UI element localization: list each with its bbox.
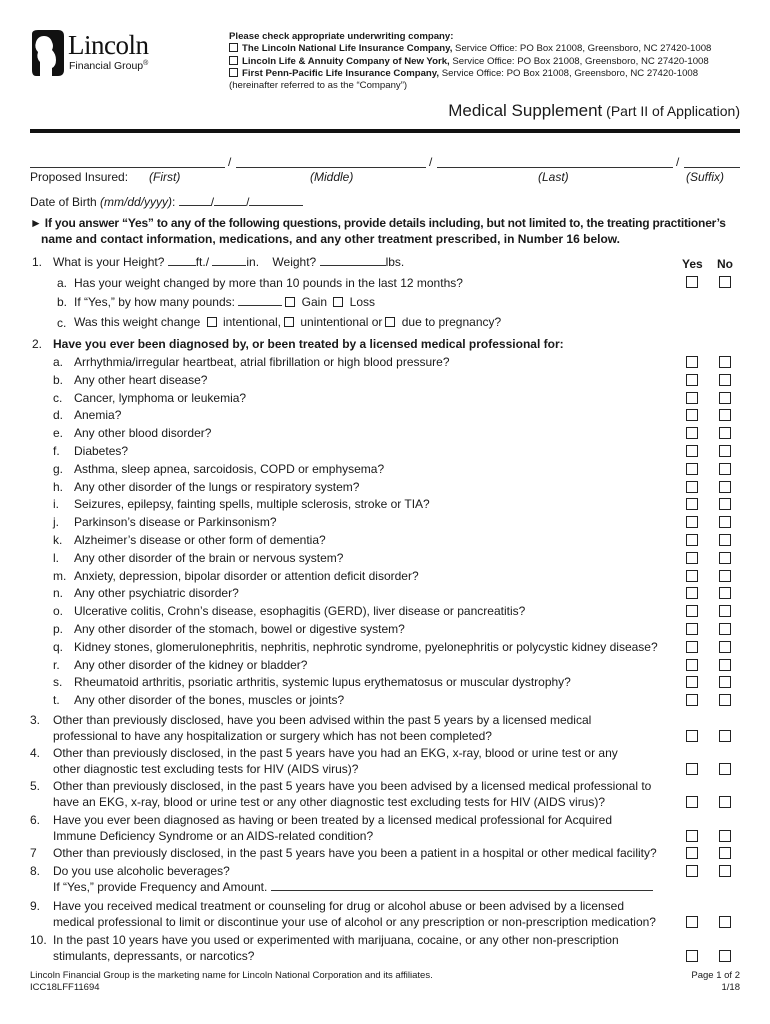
question-number: 10. xyxy=(30,933,47,947)
medical-condition-question: Any other heart disease? xyxy=(74,372,208,387)
no-checkbox[interactable] xyxy=(719,587,731,599)
yes-checkbox[interactable] xyxy=(686,498,698,510)
instruction-line-2: name and contact information, medications, and any other treatment prescribed, in Number 16 below. xyxy=(41,232,621,246)
question-text-line-1: Have you ever been diagnosed as having or been treated by a licensed medical professional for Acquired xyxy=(53,813,613,827)
question-number: 3. xyxy=(30,713,41,727)
question-text-line-1: Other than previously disclosed, in the past 5 years have you been a patient in a hospital or other medical facility? xyxy=(53,846,657,860)
yes-checkbox[interactable] xyxy=(686,445,698,457)
height-weight-row: What is your Height? ft./ in. Weight? lbs. xyxy=(53,255,405,269)
sub-letter: b. xyxy=(53,372,64,387)
dob-row: Date of Birth (mm/dd/yyyy): / / xyxy=(30,195,303,209)
yes-checkbox[interactable] xyxy=(686,847,698,859)
question-number: 2. xyxy=(32,337,43,351)
no-checkbox[interactable] xyxy=(719,830,731,842)
sub-letter: a. xyxy=(57,276,68,290)
medical-condition-question: Any other disorder of the brain or nervous system? xyxy=(74,550,344,565)
sub-letter: q. xyxy=(53,639,64,654)
medical-condition-question: Anemia? xyxy=(74,408,122,423)
form-date: 1/18 xyxy=(721,982,740,993)
medical-condition-question: Arrhythmia/irregular heartbeat, atrial fibrillation or high blood pressure? xyxy=(74,355,450,369)
company-checkbox[interactable] xyxy=(229,43,238,52)
sub-letter: n. xyxy=(53,586,64,601)
yes-checkbox[interactable] xyxy=(686,356,698,368)
page-title: Medical Supplement (Part II of Application) xyxy=(448,101,740,120)
loss-checkbox[interactable] xyxy=(333,297,343,307)
question-2-text: Have you ever been diagnosed by, or been treated by a licensed medical professional for: xyxy=(53,337,564,351)
sub-letter: h. xyxy=(53,479,64,494)
yes-checkbox[interactable] xyxy=(686,409,698,421)
separator: / xyxy=(429,155,433,169)
separator: / xyxy=(676,155,680,169)
gain-checkbox[interactable] xyxy=(285,297,295,307)
medical-condition-question: Parkinson’s disease or Parkinsonism? xyxy=(74,515,277,530)
medical-condition-question: Any other disorder of the bones, muscles or joints? xyxy=(74,693,345,708)
no-checkbox[interactable] xyxy=(719,276,731,288)
no-checkbox[interactable] xyxy=(719,498,731,510)
logo-subtitle: Financial Group® xyxy=(69,60,149,72)
yes-checkbox[interactable] xyxy=(686,623,698,635)
sub-letter: m. xyxy=(53,568,67,583)
sub-letter: j. xyxy=(53,515,59,530)
weight-change-type-row: Was this weight change intentional, unintentional or due to pregnancy? xyxy=(74,315,502,329)
no-checkbox[interactable] xyxy=(719,534,731,546)
intentional-checkbox[interactable] xyxy=(207,317,217,327)
no-checkbox[interactable] xyxy=(719,409,731,421)
yes-checkbox[interactable] xyxy=(686,830,698,842)
medical-condition-question: Alzheimer’s disease or other form of dementia? xyxy=(74,533,326,547)
no-checkbox[interactable] xyxy=(719,623,731,635)
question-text-line-2: Immune Deficiency Syndrome or an AIDS-related condition? xyxy=(53,829,374,843)
no-checkbox[interactable] xyxy=(719,796,731,808)
no-checkbox[interactable] xyxy=(719,445,731,457)
first-label: (First) xyxy=(149,170,181,184)
medical-condition-question: Ulcerative colitis, Crohn’s disease, esophagitis (GERD), liver disease or pancreatitis? xyxy=(74,604,526,619)
sub-letter: c. xyxy=(53,390,63,405)
no-checkbox[interactable] xyxy=(719,463,731,475)
medical-condition-question: Any other disorder of the lungs or respiratory system? xyxy=(74,479,360,494)
medical-condition-question: Any other blood disorder? xyxy=(74,426,212,441)
pregnancy-checkbox[interactable] xyxy=(385,317,395,327)
no-checkbox[interactable] xyxy=(719,552,731,564)
height-feet-field[interactable] xyxy=(168,255,196,266)
middle-name-field[interactable] xyxy=(236,167,426,168)
yes-checkbox[interactable] xyxy=(686,865,698,877)
sub-letter: l. xyxy=(53,550,59,565)
dob-year-field[interactable] xyxy=(249,195,303,206)
page-number: Page 1 of 2 xyxy=(691,970,740,981)
no-checkbox[interactable] xyxy=(719,392,731,404)
question-text-line-1: In the past 10 years have you used or experimented with marijuana, cocaine, or any other non-prescription xyxy=(53,933,619,947)
sub-letter: p. xyxy=(53,622,64,636)
no-checkbox[interactable] xyxy=(719,847,731,859)
no-checkbox[interactable] xyxy=(719,481,731,493)
yes-checkbox[interactable] xyxy=(686,676,698,688)
yes-checkbox[interactable] xyxy=(686,374,698,386)
medical-condition-question: Cancer, lymphoma or leukemia? xyxy=(74,390,247,405)
yes-checkbox[interactable] xyxy=(686,392,698,404)
sub-letter: r. xyxy=(53,657,60,672)
question-number: 9. xyxy=(30,899,41,913)
sub-letter: e. xyxy=(53,426,64,441)
sub-letter: t. xyxy=(53,693,60,708)
yes-checkbox[interactable] xyxy=(686,730,698,742)
question-number: 8. xyxy=(30,864,41,878)
medical-condition-question: Any other psychiatric disorder? xyxy=(74,586,239,601)
yes-checkbox[interactable] xyxy=(686,641,698,653)
sub-letter: i. xyxy=(53,497,59,512)
company-option[interactable]: First Penn-Pacific Life Insurance Company, Service Office: PO Box 21008, Greensboro, NC 27420-1008 xyxy=(229,68,769,80)
weight-field[interactable] xyxy=(320,255,386,266)
yes-checkbox[interactable] xyxy=(686,796,698,808)
no-checkbox[interactable] xyxy=(719,865,731,877)
logo-name: Lincoln xyxy=(68,30,149,60)
height-inches-field[interactable] xyxy=(212,255,246,266)
question-number: 6. xyxy=(30,813,41,827)
dob-month-field[interactable] xyxy=(179,195,211,206)
yes-checkbox[interactable] xyxy=(686,587,698,599)
sub-letter: a. xyxy=(53,355,64,369)
question-text-line-2: other diagnostic test excluding tests for HIV (AIDS virus)? xyxy=(53,762,359,776)
no-checkbox[interactable] xyxy=(719,570,731,582)
no-checkbox[interactable] xyxy=(719,730,731,742)
question-text-line-1: Have you received medical treatment or counseling for drug or alcohol abuse or been advised by a licensed xyxy=(53,899,624,913)
company-checkbox[interactable] xyxy=(229,68,238,77)
no-checkbox[interactable] xyxy=(719,676,731,688)
yes-checkbox[interactable] xyxy=(686,694,698,706)
yes-column-header: Yes xyxy=(682,257,703,271)
medical-condition-question: Asthma, sleep apnea, sarcoidosis, COPD or emphysema? xyxy=(74,461,385,476)
no-checkbox[interactable] xyxy=(719,694,731,706)
sub-letter: o. xyxy=(53,604,64,619)
yes-checkbox[interactable] xyxy=(686,763,698,775)
unintentional-checkbox[interactable] xyxy=(284,317,294,327)
question-text-line-2: professional to have any hospitalization or surgery which has not been completed? xyxy=(53,729,492,743)
no-checkbox[interactable] xyxy=(719,950,731,962)
medical-condition-question: Diabetes? xyxy=(74,444,129,458)
yes-checkbox[interactable] xyxy=(686,481,698,493)
footer-right xyxy=(691,970,740,994)
question-text-line-1: Other than previously disclosed, in the past 5 years have you been advised by a licensed medical professional to xyxy=(53,779,652,793)
question-text-line-1: Other than previously disclosed, in the past 5 years have you had an EKG, x-ray, blood or urine test or any xyxy=(53,746,618,760)
yes-checkbox[interactable] xyxy=(686,463,698,475)
weight-pounds-row: If “Yes,” by how many pounds: Gain Loss xyxy=(74,295,376,309)
question-text-line-1: Do you use alcoholic beverages? xyxy=(53,864,230,878)
question-number: 1. xyxy=(32,255,43,269)
yes-checkbox[interactable] xyxy=(686,659,698,671)
instruction-line-1: ► If you answer “Yes” to any of the following questions, provide details including, but not limited to, the treating practitioner’s xyxy=(30,216,726,230)
medical-condition-question: Kidney stones, glomerulonephritis, nephritis, nephrotic syndrome, pyelonephritis or polycystic kidney disease? xyxy=(74,639,658,654)
sub-letter: k. xyxy=(53,533,63,547)
footer-disclaimer: Lincoln Financial Group is the marketing name for Lincoln National Corporation and its affiliates. xyxy=(30,970,433,981)
yes-checkbox[interactable] xyxy=(686,916,698,928)
medical-condition-question: Any other disorder of the kidney or bladder? xyxy=(74,657,308,672)
frequency-amount-field[interactable] xyxy=(271,880,653,891)
sub-letter: s. xyxy=(53,675,63,690)
no-checkbox[interactable] xyxy=(719,763,731,775)
yes-checkbox[interactable] xyxy=(686,570,698,582)
company-option[interactable]: The Lincoln National Life Insurance Company, Service Office: PO Box 21008, Greensboro, NC 27420-1008 xyxy=(229,43,769,55)
title-divider xyxy=(30,129,740,133)
company-checkbox[interactable] xyxy=(229,56,238,65)
yes-checkbox[interactable] xyxy=(686,950,698,962)
last-label: (Last) xyxy=(538,170,569,184)
yes-checkbox[interactable] xyxy=(686,516,698,528)
no-checkbox[interactable] xyxy=(719,427,731,439)
no-checkbox[interactable] xyxy=(719,605,731,617)
proposed-insured-label: Proposed Insured: xyxy=(30,170,129,184)
separator: / xyxy=(228,155,232,169)
question-number: 4. xyxy=(30,746,41,760)
sub-letter: g. xyxy=(53,461,64,476)
last-name-field[interactable] xyxy=(437,167,673,168)
medical-condition-question: Seizures, epilepsy, fainting spells, multiple sclerosis, stroke or TIA? xyxy=(74,497,430,512)
no-column-header: No xyxy=(717,257,733,271)
sub-letter: b. xyxy=(57,295,68,309)
sub-letter: f. xyxy=(53,444,60,458)
underwriting-section xyxy=(229,31,769,92)
footer-left xyxy=(30,970,433,994)
middle-label: (Middle) xyxy=(310,170,354,184)
no-checkbox[interactable] xyxy=(719,516,731,528)
no-checkbox[interactable] xyxy=(719,659,731,671)
underwriting-heading: Please check appropriate underwriting company: xyxy=(229,31,454,42)
no-checkbox[interactable] xyxy=(719,374,731,386)
yes-checkbox[interactable] xyxy=(686,276,698,288)
question-text-line-2: have an EKG, x-ray, blood or urine test or any other diagnostic test excluding tests for HIV (AIDS virus)? xyxy=(53,795,606,809)
suffix-field[interactable] xyxy=(684,167,740,168)
medical-condition-question: Rheumatoid arthritis, psoriatic arthritis, systemic lupus erythematosus or muscular dystrophy? xyxy=(74,675,571,690)
dob-day-field[interactable] xyxy=(214,195,246,206)
sub-letter: c. xyxy=(57,316,67,330)
medical-condition-question: Anxiety, depression, bipolar disorder or attention deficit disorder? xyxy=(74,568,419,583)
question-number: 7 xyxy=(30,846,37,860)
pounds-field[interactable] xyxy=(238,295,282,306)
no-checkbox[interactable] xyxy=(719,916,731,928)
company-option[interactable]: Lincoln Life & Annuity Company of New York, Service Office: PO Box 21008, Greensboro, NC 27420-1008 xyxy=(229,56,769,68)
first-name-field[interactable] xyxy=(30,167,225,168)
yes-checkbox[interactable] xyxy=(686,534,698,546)
yes-checkbox[interactable] xyxy=(686,605,698,617)
question-text-line-2: stimulants, depressants, or narcotics? xyxy=(53,949,255,963)
question-text-line-1: Other than previously disclosed, have you been advised within the past 5 years by a licensed medical xyxy=(53,713,592,727)
yes-checkbox[interactable] xyxy=(686,552,698,564)
weight-changed-question: Has your weight changed by more than 10 pounds in the last 12 months? xyxy=(74,276,463,290)
no-checkbox[interactable] xyxy=(719,641,731,653)
sub-letter: d. xyxy=(53,408,64,423)
question-number: 5. xyxy=(30,779,41,793)
underwriting-note: (hereinafter referred to as the “Company”) xyxy=(229,80,408,92)
suffix-label: (Suffix) xyxy=(686,170,725,184)
medical-condition-question: Any other disorder of the stomach, bowel or digestive system? xyxy=(74,622,405,636)
question-text-line-2: If “Yes,” provide Frequency and Amount. xyxy=(53,880,653,894)
yes-checkbox[interactable] xyxy=(686,427,698,439)
no-checkbox[interactable] xyxy=(719,356,731,368)
question-text-line-2: medical professional to limit or discontinue your use of alcohol or any prescription or non-prescription medication? xyxy=(53,915,656,929)
form-number: ICC18LFF11694 xyxy=(30,982,100,993)
